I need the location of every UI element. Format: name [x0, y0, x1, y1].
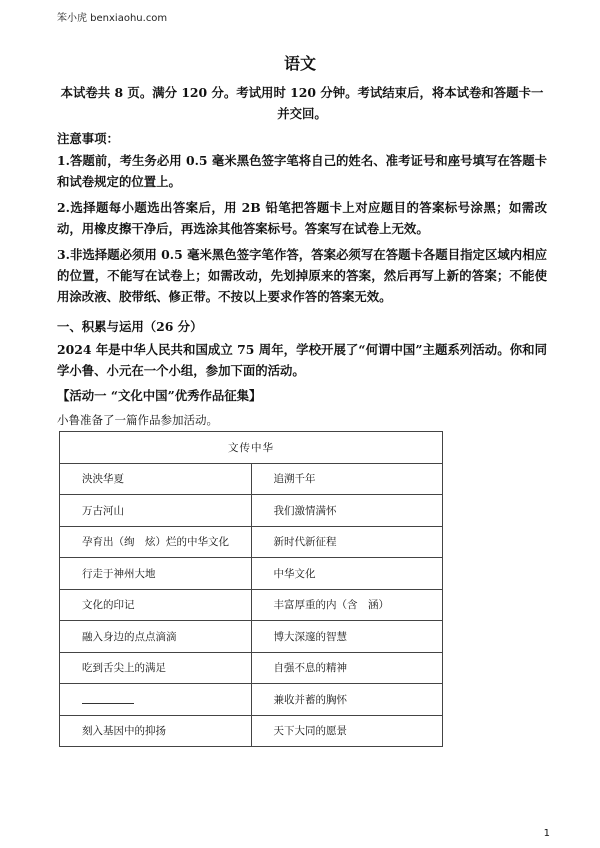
fill-in-blank[interactable]: [82, 695, 134, 704]
poem-line: 我们激情满怀: [251, 495, 443, 527]
notice-item-3: 3.非选择题必须用 0.5 毫米黑色签字笔作答，答案必须写在答题卡各题目指定区域内相应的位置，不能写在试卷上；如需改动，先划掉原来的答案，然后再写上新的答案；不能使用涂改液、胶带纸、修正带。不按以上要求作答的答案无效。: [57, 247, 547, 304]
poem-line: 新时代新征程: [251, 526, 443, 558]
poem-line: 融入身边的点点滴滴: [60, 621, 252, 653]
section-background: 2024 年是中华人民共和国成立 75 周年，学校开展了“何谓中国”主题系列活动。你和同学小鲁、小元在一个小组，参加下面的活动。: [57, 342, 547, 378]
poem-table: [59, 431, 443, 747]
site-watermark: 笨小虎 benxiaohu.com: [57, 13, 168, 24]
table-row: [60, 621, 443, 653]
table-row: [60, 463, 443, 495]
page-title: 语文: [283, 54, 316, 73]
poem-line: 中华文化: [251, 558, 443, 590]
exam-intro: 本试卷共 8 页。满分 120 分。考试用时 120 分钟。考试结束后，将本试卷和答题卡一并交回。: [60, 85, 544, 121]
poem-line: 自强不息的精神: [251, 652, 443, 684]
table-row: [60, 715, 443, 747]
poem-line: 万古河山: [60, 495, 252, 527]
poem-line: 泱泱华夏: [60, 463, 252, 495]
poem-line: 行走于神州大地: [60, 558, 252, 590]
poem-caption: 小鲁准备了一篇作品参加活动。: [57, 413, 218, 427]
page-number: 1: [543, 828, 550, 839]
poem-line: 追溯千年: [251, 463, 443, 495]
activity-heading: 【活动一 “文化中国”优秀作品征集】: [57, 388, 262, 403]
poem-line: 博大深邃的智慧: [251, 621, 443, 653]
section-heading: 一、积累与运用（26 分）: [57, 319, 203, 334]
table-row: [60, 652, 443, 684]
poem-line: 兼收并蓄的胸怀: [251, 684, 443, 716]
poem-title: 文传中华: [60, 432, 443, 464]
notice-item-2: 2.选择题每小题选出答案后，用 2B 铅笔把答题卡上对应题目的答案标号涂黑；如需改动，用橡皮擦干净后，再选涂其他答案标号。答案写在试卷上无效。: [57, 200, 547, 236]
table-row: [60, 558, 443, 590]
poem-line: 文化的印记: [60, 589, 252, 621]
notice-item-1: 1.答题前，考生务必用 0.5 毫米黑色签字笔将自己的姓名、准考证号和座号填写在答题卡和试卷规定的位置上。: [57, 153, 547, 189]
notice-heading: 注意事项：: [57, 131, 119, 146]
table-row: [60, 526, 443, 558]
table-row: [60, 684, 443, 716]
poem-line: 天下大同的愿景: [251, 715, 443, 747]
table-row: [60, 589, 443, 621]
table-row: [60, 495, 443, 527]
poem-line: 刻入基因中的抑扬: [60, 715, 252, 747]
poem-blank-cell: [60, 684, 252, 716]
poem-line: 吃到舌尖上的满足: [60, 652, 252, 684]
poem-line: 丰富厚重的内（含 涵）: [251, 589, 443, 621]
poem-line: 孕育出（绚 炫）烂的中华文化: [60, 526, 252, 558]
